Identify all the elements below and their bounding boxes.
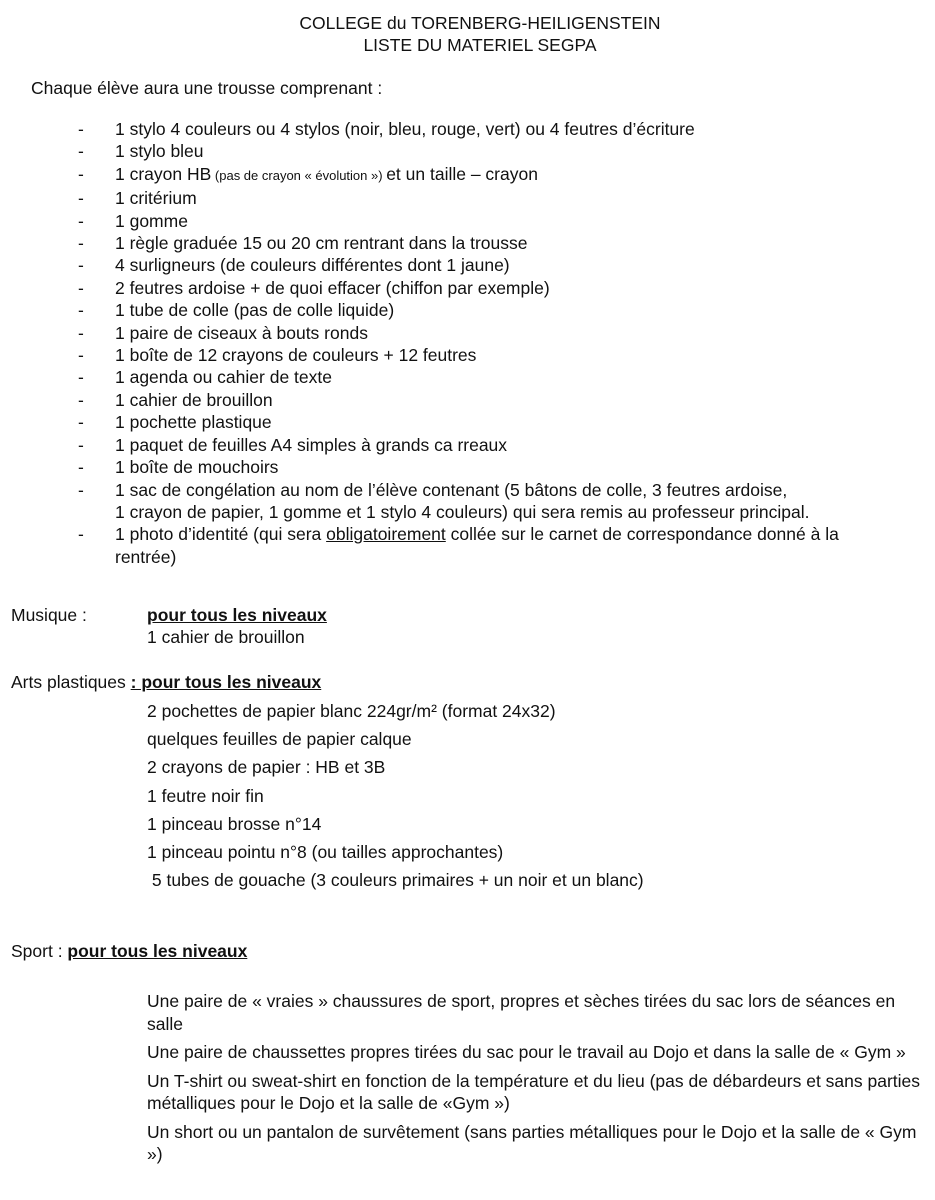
list-item: - 1 photo d’identité (qui sera obligatoirement collée sur le carnet de correspondance donné à la rentrée): [78, 524, 839, 567]
list-dash: -: [78, 210, 84, 231]
list-dash: -: [78, 322, 84, 343]
list-dash: -: [78, 277, 84, 298]
list-dash: -: [78, 233, 84, 254]
list-item: 1 pinceau brosse n°14: [147, 813, 322, 834]
list-dash: -: [78, 141, 84, 162]
list-dash: -: [78, 412, 84, 433]
intro-text: Chaque élève aura une trousse comprenant :: [31, 78, 383, 98]
list-item: - 1 tube de colle (pas de colle liquide): [78, 300, 395, 321]
list-item: - 1 crayon HB (pas de crayon « évolution ») et un taille – crayon: [78, 163, 538, 184]
list-item: - 1 règle graduée 15 ou 20 cm rentrant dans la trousse: [78, 233, 528, 254]
list-item: - 2 feutres ardoise + de quoi effacer (chiffon par exemple): [78, 277, 550, 298]
section-musique: [147, 604, 327, 649]
underlined-word: obligatoirement: [326, 524, 446, 545]
list-dash: -: [78, 345, 84, 366]
list-item: - 1 critérium: [78, 188, 197, 209]
section-arts: [147, 700, 644, 897]
musique-heading: pour tous les niveaux: [147, 605, 327, 625]
sport-heading: pour tous les niveaux: [67, 941, 248, 961]
list-dash: -: [78, 389, 84, 410]
arts-heading: : pour tous les niveaux: [130, 672, 322, 692]
list-item: quelques feuilles de papier calque: [147, 729, 412, 750]
section-label-sport: Sport : pour tous les niveaux: [11, 941, 248, 961]
list-dash: -: [78, 300, 84, 321]
list-item: - 1 stylo 4 couleurs ou 4 stylos (noir, bleu, rouge, vert) ou 4 feutres d’écriture: [78, 119, 695, 139]
section-sport: [147, 990, 929, 1172]
musique-item: 1 cahier de brouillon: [147, 627, 305, 648]
list-item: - 1 stylo bleu: [78, 141, 204, 162]
list-dash: -: [78, 367, 84, 388]
list-dash: -: [78, 163, 84, 184]
list-dash: -: [78, 434, 84, 455]
section-label-arts: Arts plastiques : pour tous les niveaux: [11, 672, 322, 692]
list-item: Une paire de chaussettes propres tirées du sac pour le travail au Dojo et dans la salle de « Gym »: [147, 1042, 906, 1062]
list-dash: -: [78, 119, 84, 139]
list-item: - 1 paquet de feuilles A4 simples à grands ca rreaux: [78, 434, 508, 455]
list-item: - 1 gomme: [78, 210, 188, 231]
crayon-note: (pas de crayon « évolution »): [211, 167, 387, 183]
list-item: 5 tubes de gouache (3 couleurs primaires + un noir et un blanc): [147, 870, 644, 891]
list-item: - 1 boîte de 12 crayons de couleurs + 12 feutres: [78, 345, 477, 366]
document-title: LISTE DU MATERIEL SEGPA: [363, 35, 597, 55]
list-item: - 1 agenda ou cahier de texte: [78, 367, 332, 388]
list-item: 2 pochettes de papier blanc 224gr/m² (format 24x32): [147, 701, 556, 721]
list-item: Un T-shirt ou sweat-shirt en fonction de la température et du lieu (pas de débardeurs et sans parties métalliques pour le Dojo et la salle de «Gym »): [147, 1070, 921, 1113]
list-item: - 4 surligneurs (de couleurs différentes dont 1 jaune): [78, 255, 510, 276]
list-item: Un short ou un pantalon de survêtement (sans parties métalliques pour le Dojo et la salle de « Gym »): [147, 1121, 917, 1164]
list-item: - 1 sac de congélation au nom de l’élève contenant (5 bâtons de colle, 3 feutres ardoise, 1 crayon de papier, 1 gomme et 1 stylo 4 couleurs) qui sera remis au professeur principal.: [78, 479, 810, 522]
list-item: 1 pinceau pointu n°8 (ou tailles approchantes): [147, 841, 504, 862]
list-item: - 1 paire de ciseaux à bouts ronds: [78, 322, 368, 343]
list-item: - 1 boîte de mouchoirs: [78, 457, 279, 478]
list-item: 1 feutre noir fin: [147, 785, 264, 806]
school-name: COLLEGE du TORENBERG-HEILIGENSTEIN: [299, 13, 661, 33]
list-dash: -: [78, 479, 84, 500]
list-item: - 1 pochette plastique: [78, 412, 272, 433]
list-item: 2 crayons de papier : HB et 3B: [147, 757, 386, 778]
list-item: Une paire de « vraies » chaussures de sport, propres et sèches tirées du sac lors de séances en salle: [147, 991, 896, 1034]
list-dash: -: [78, 255, 84, 276]
list-item: - 1 cahier de brouillon: [78, 389, 273, 410]
list-dash: -: [78, 457, 84, 478]
supplies-list: [78, 118, 923, 568]
list-dash: -: [78, 188, 84, 209]
section-label-musique: Musique :: [11, 605, 87, 625]
list-dash: -: [78, 524, 84, 545]
document-header: [0, 12, 935, 56]
